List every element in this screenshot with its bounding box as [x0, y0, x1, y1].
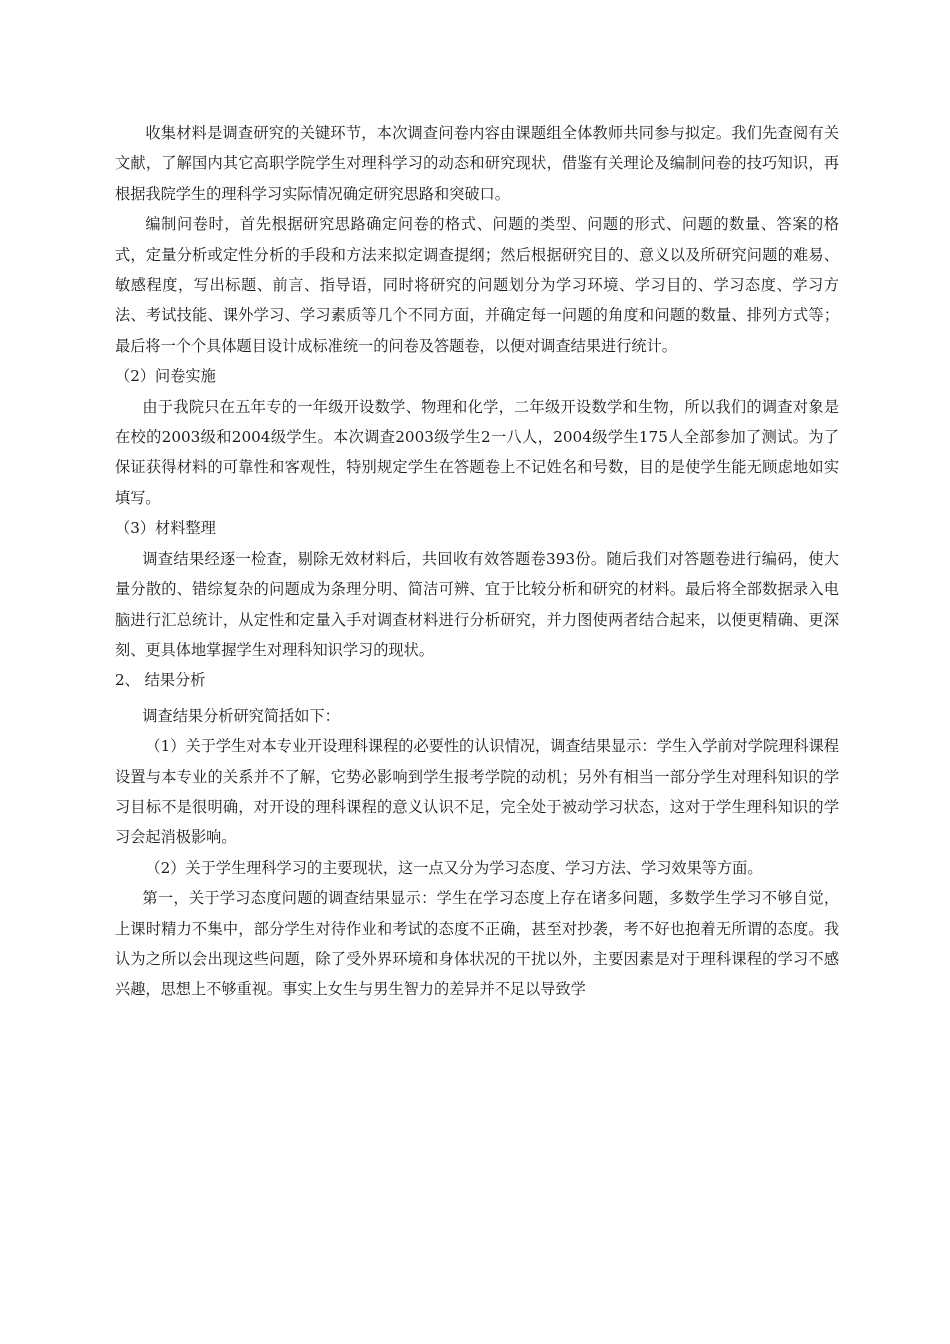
paragraph-analysis-summary: 调查结果分析研究简括如下：: [142, 706, 340, 725]
paragraph-learning-status: （2）关于学生理科学习的主要现状，这一点又分为学习态度、学习方法、学习效果等方面。: [145, 858, 763, 877]
paragraph-learning-attitude: 第一，关于学习态度问题的调查结果显示：学生在学习态度上存在诸多问题，多数学生学习不够自觉，上课时精力不集中，部分学生对待作业和考试的态度不正确，甚至对抄袭，考不好也抱着无所谓的态度。我认为之所以会出现这些问题，除了受外界环境和身体状况的干扰以外，主要因素是对于理科课程的学习不感兴趣，思想上不够重视。事实上女生与男生智力的差异并不足以导致学: [115, 889, 839, 999]
document-page: [115, 118, 839, 1005]
paragraph-material-processing: 调查结果经逐一检查，剔除无效材料后，共回收有效答题卷393份。随后我们对答题卷进行编码，使大量分散的、错综复杂的问题成为条理分明、简洁可辨、宜于比较分析和研究的材料。最后将全部数据录入电脑进行汇总统计，从定性和定量入手对调查材料进行分析研究，并力图使两者结合起来，以便更精确、更深刻、更具体地掌握学生对理科知识学习的现状。: [115, 549, 839, 659]
paragraph-survey-subjects: 由于我院只在五年专的一年级开设数学、物理和化学，二年级开设数学和生物，所以我们的调查对象是在校的2003级和2004级学生。本次调查2003级学生2一八人，2004级学生175人全部参加了测试。为了保证获得材料的可靠性和客观性，特别规定学生在答题卷上不记姓名和号数，目的是使学生能无顾虑地如实填写。: [115, 397, 839, 507]
heading-result-analysis: 2、 结果分析: [115, 671, 206, 690]
paragraph-collect-materials: 收集材料是调查研究的关键环节，本次调查问卷内容由课题组全体教师共同参与拟定。我们先查阅有关文献，了解国内其它高职学院学生对理科学习的动态和研究现状，借鉴有关理论及编制问卷的技巧知识，再根据我院学生的理科学习实际情况确定研究思路和突破口。: [115, 124, 839, 203]
heading-material-organization: （3）材料整理: [115, 519, 216, 538]
paragraph-necessity-recognition: （1）关于学生对本专业开设理科课程的必要性的认识情况，调查结果显示：学生入学前对学院理科课程设置与本专业的关系并不了解，它势必影响到学生报考学院的动机；另外有相当一部分学生对理科知识的学习目标不是很明确，对开设的理科课程的意义认识不足，完全处于被动学习状态，这对于学生理科知识的学习会起消极影响。: [115, 737, 839, 847]
paragraph-compile-questionnaire: 编制问卷时，首先根据研究思路确定问卷的格式、问题的类型、问题的形式、问题的数量、答案的格式，定量分析或定性分析的手段和方法来拟定调查提纲；然后根据研究目的、意义以及所研究问题的难易、敏感程度，写出标题、前言、指导语，同时将研究的问题划分为学习环境、学习目的、学习态度、学习方法、考试技能、课外学习、学习素质等几个不同方面，并确定每一问题的角度和问题的数量、排列方式等；最后将一个个具体题目设计成标准统一的问卷及答题卷，以便对调查结果进行统计。: [115, 215, 839, 355]
heading-questionnaire-implementation: （2）问卷实施: [115, 367, 216, 386]
